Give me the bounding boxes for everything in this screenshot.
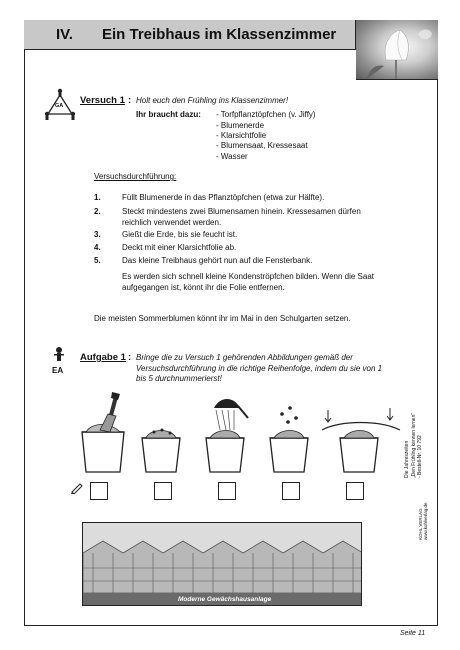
side-imprint-line: Die Jahreszeiten <box>404 440 410 478</box>
step-number: 2. <box>94 207 101 216</box>
material-item: - Wasser <box>216 152 248 161</box>
greenhouse-caption: Moderne Gewächshausanlage <box>175 596 274 603</box>
summer-note: Die meisten Sommerblumen könnt ihr im Mai in den Schulgarten setzen. <box>94 314 351 323</box>
publisher-imprint <box>418 470 428 540</box>
order-box-4[interactable] <box>282 482 300 500</box>
step-text: Deckt mit einer Klarsichtfolie ab. <box>122 243 237 252</box>
order-box-5[interactable] <box>346 482 364 500</box>
order-box-2[interactable] <box>154 482 172 500</box>
chapter-title: Ein Treibhaus im Klassenzimmer <box>102 26 337 43</box>
versuch-colon: : <box>128 95 132 106</box>
versuch-label: Versuch 1 <box>80 95 125 106</box>
order-box-3[interactable] <box>218 482 236 500</box>
material-item: - Torfpflanztöpfchen (v. Jiffy) <box>216 110 316 119</box>
pot-sequence-illustration <box>70 386 410 481</box>
step-number: 3. <box>94 230 101 239</box>
individual-work-badge: EA <box>52 366 64 375</box>
aufgabe-colon: : <box>128 352 132 363</box>
pot-seeds-falling-icon <box>270 406 308 472</box>
versuch-intro: Holt euch den Frühling ins Klassenzimmer! <box>136 96 289 105</box>
material-item: - Klarsichtfolie <box>216 131 267 140</box>
step-text: Gießt die Erde, bis sie feucht ist. <box>122 230 238 239</box>
material-item: - Blumensaat, Kressesaat <box>216 141 308 150</box>
pencil-icon <box>70 480 84 499</box>
procedure-heading: Versuchsdurchführung: <box>94 172 177 181</box>
material-item: - Blumenerde <box>216 121 265 130</box>
group-work-icon <box>44 86 76 125</box>
pot-with-trowel-icon <box>82 392 124 472</box>
page-number: Seite 11 <box>400 630 426 637</box>
step-text: Das kleine Treibhaus gehört nun auf die Fensterbank. <box>122 256 313 265</box>
side-imprint-line: - Bestell-Nr. 10 792 <box>417 435 423 478</box>
group-work-badge: GA <box>55 103 64 109</box>
step-text: Füllt Blumenerde in das Pflanztöpfchen (etwa zur Hälfte). <box>122 193 325 202</box>
step-text: Steckt mindestens zwei Blumensamen hinein. Kressesamen dürfen reichlich verwendet werden. <box>122 207 361 227</box>
publisher-name: KOHL VERLAG <box>418 508 423 540</box>
pot-covered-foil-icon <box>322 408 400 472</box>
pot-with-seeds-icon <box>142 429 180 473</box>
step-number: 1. <box>94 193 101 202</box>
tulip-photo <box>356 20 438 80</box>
greenhouse-photo <box>82 522 362 606</box>
step-number: 4. <box>94 243 101 252</box>
side-imprint <box>404 358 438 478</box>
materials-label: Ihr braucht dazu: <box>136 110 201 119</box>
aufgabe-label: Aufgabe 1 <box>80 352 126 363</box>
step-number: 5. <box>94 256 101 265</box>
side-imprint-line: „Den Frühling kennen lernen“ <box>410 412 417 478</box>
condensation-note: Es werden sich schnell kleine Kondenströpfchen bilden. Wenn die Saat aufgegangen ist, könnt ihr die Folie entfernen. <box>122 272 375 292</box>
publisher-url: www.kohlverlag.de <box>423 502 428 540</box>
pot-watering-icon <box>206 399 248 472</box>
chapter-number: IV. <box>56 26 73 43</box>
order-box-1[interactable] <box>90 482 108 500</box>
aufgabe-text: Bringe die zu Versuch 1 gehörenden Abbildungen gemäß der Versuchsdurchführung in die richtige Reihenfolge, indem du sie von 1 bis 5 durchnummerierst! <box>136 353 383 383</box>
